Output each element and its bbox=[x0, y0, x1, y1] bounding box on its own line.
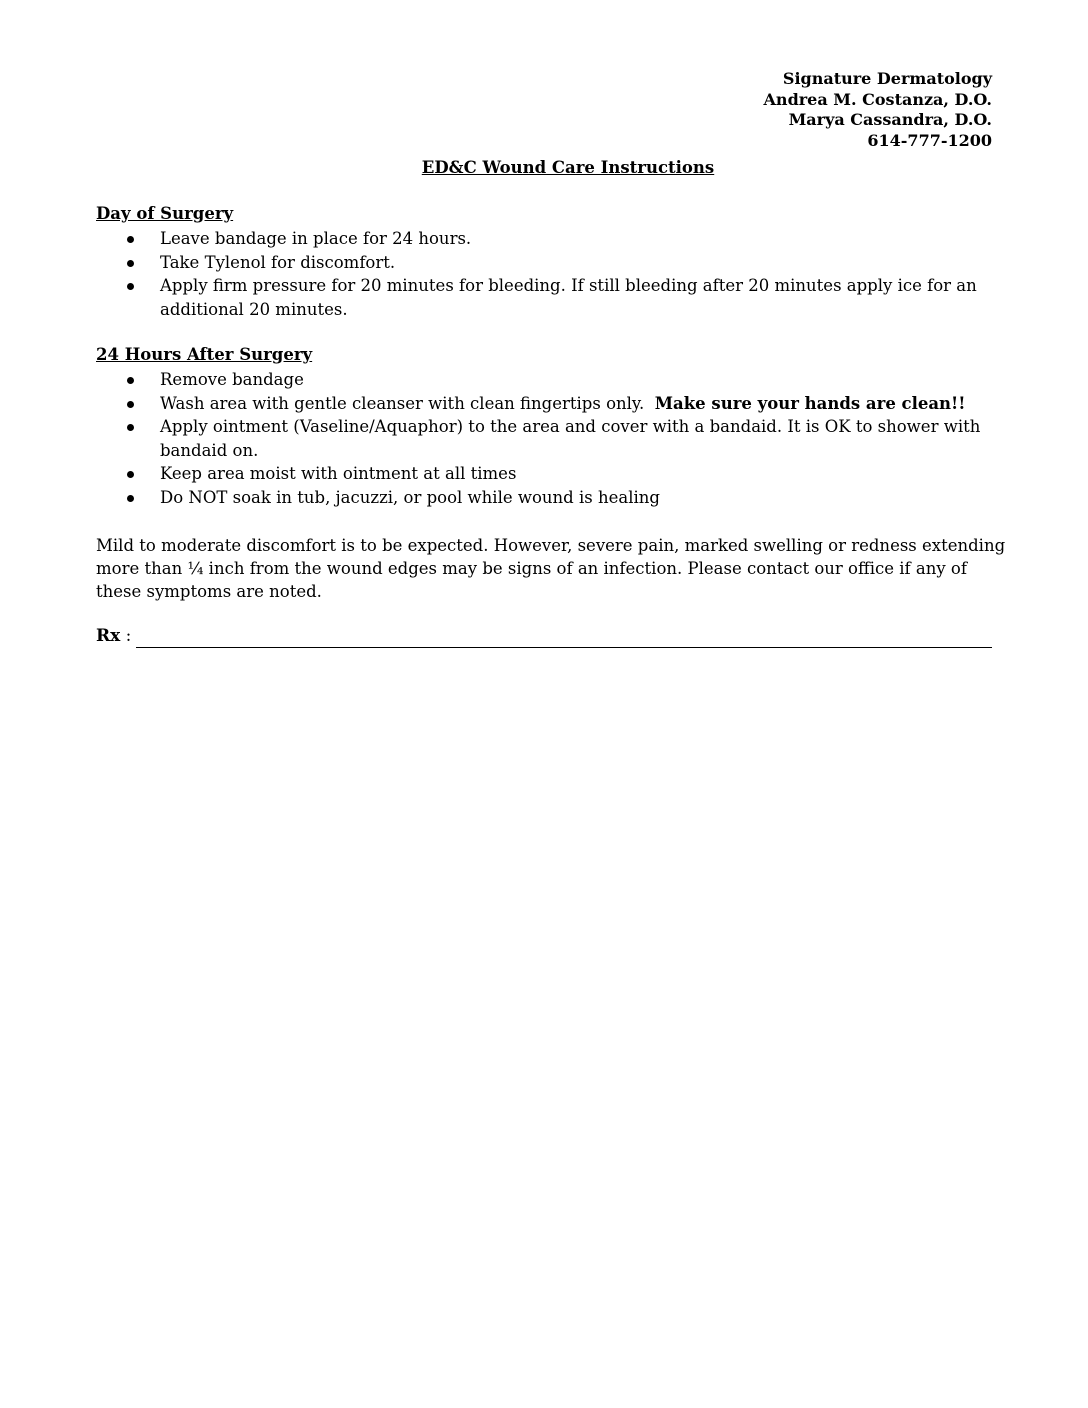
list-item-text: Remove bandage bbox=[160, 370, 304, 389]
bullet-icon bbox=[127, 471, 134, 478]
list-item-text: Apply ointment (Vaseline/Aquaphor) to the area and cover with a bandaid. It is OK to shower with bandaid on. bbox=[160, 417, 981, 460]
phone-number: 614-777-1200 bbox=[867, 130, 992, 150]
list-item bbox=[96, 392, 996, 416]
letterhead bbox=[764, 69, 992, 151]
rx-blank-line bbox=[136, 647, 992, 648]
bullet-icon bbox=[127, 424, 134, 431]
section-heading-after-surgery: 24 Hours After Surgery bbox=[96, 345, 313, 364]
list-item-text: Leave bandage in place for 24 hours. bbox=[160, 229, 472, 248]
list-item bbox=[96, 486, 996, 510]
bullet-icon bbox=[127, 283, 134, 290]
after-surgery-list bbox=[96, 368, 996, 509]
bullet-icon bbox=[127, 236, 134, 243]
emphasis-text: Make sure your hands are clean!! bbox=[654, 393, 966, 413]
rx-label: Rx bbox=[96, 626, 121, 646]
bullet-icon bbox=[127, 260, 134, 267]
list-item-text: Do NOT soak in tub, jacuzzi, or pool while wound is healing bbox=[160, 487, 660, 507]
list-item bbox=[96, 274, 996, 321]
bullet-icon bbox=[127, 377, 134, 384]
practice-name: Signature Dermatology bbox=[782, 69, 992, 88]
list-item bbox=[96, 462, 996, 486]
document-title: ED&C Wound Care Instructions bbox=[421, 158, 715, 177]
list-item-text: Keep area moist with ointment at all times bbox=[160, 464, 517, 483]
doctor-name: Andrea M. Costanza, D.O. bbox=[763, 89, 992, 109]
list-item bbox=[96, 415, 996, 462]
list-item bbox=[96, 251, 996, 275]
rx-field bbox=[96, 626, 992, 650]
list-item-text: Wash area with gentle cleanser with clean fingertips only. bbox=[160, 393, 645, 413]
list-item-text: Take Tylenol for discomfort. bbox=[160, 252, 396, 272]
list-item bbox=[96, 227, 996, 251]
bullet-icon bbox=[127, 401, 134, 408]
day-of-surgery-list bbox=[96, 227, 996, 321]
list-item bbox=[96, 368, 996, 392]
list-item-text: Apply firm pressure for 20 minutes for bleeding. If still bleeding after 20 minutes apply ice for an additional 20 minutes. bbox=[160, 276, 977, 319]
doctor-name: Marya Cassandra, D.O. bbox=[788, 110, 992, 130]
bullet-icon bbox=[127, 495, 134, 502]
rx-separator: : bbox=[120, 626, 132, 646]
section-heading-day-of-surgery: Day of Surgery bbox=[96, 204, 234, 223]
infection-warning-paragraph: Mild to moderate discomfort is to be expected. However, severe pain, marked swelling or redness extending more than ¼ inch from the wound edges may be signs of an infection. Please contact our office if any of these symptoms are noted. bbox=[96, 536, 1006, 601]
